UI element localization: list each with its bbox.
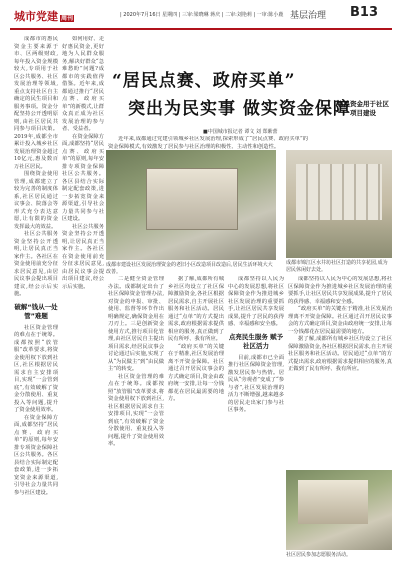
paragraph: 据了解,成都所有城乡社区均设立了社区保障激励资金,各社区根据居民需求,自主开展社区服务和社区活动。居民通过“点单”的方式提出需求,政府根据需求提供相应的服务,真正做到了民有所呼、我有所应。 xyxy=(288,336,392,372)
paragraph: “政府买单”的关键在于精准,社区发展治理离不开资金保障。社区通过召开居民议事会的方式确定项目,资金由政府统一安排,让每一分钱都花在居民最需要的地方。 xyxy=(288,306,392,335)
masthead xyxy=(0,0,400,30)
article-column-2 xyxy=(108,276,164,562)
byline: ■中国城市报记者 谭文 刘 郑紫蕾 xyxy=(203,129,278,135)
paragraph: 近年来,成都通过党建引领城乡社区发展治理,探索形成了“居民点赛、政府买单”的资金保障模式,有效激发了居民参与社区治理的积极性、主动性和创造性。 xyxy=(108,136,308,150)
paragraph: 社区公共服务资金坚持公开透明,让居民真正当家作主。各社区在资金使用前充分征求居民意见,由居民议事会提出项目建议,经公示后实施。 xyxy=(62,223,104,290)
article-column-1 xyxy=(14,36,58,562)
paragraph: 如何用好、走好惠民资金,更好地为人民群众服务,解决好群众“急难愁盼”问题?成都市的实践值得借鉴。近年来,成都通过推行“居民点赛、政府买单”的新模式,让群众真正成为社区发展治理的参与者、受益者。 xyxy=(62,36,104,132)
article-column-3 xyxy=(168,276,224,562)
newspaper-logo: 城市党建 周刊 xyxy=(14,10,74,23)
paragraph: 社区资金管理的难点在于统筹。成都按照“放管服”改革要求,将资金使用权下放到社区,社区根据居民需求自主安排项目,实现“一会管到底”,有效破解了资金分散使用、重复投入等问题,提升了资金使用效率。 xyxy=(108,373,164,447)
bottom-photo xyxy=(286,470,392,550)
headline-line-2: 突出为民实事 做实资金保障 xyxy=(128,99,351,119)
paragraph: 据了解,成都所有城乡社区均设立了社区保障激励资金,各社区根据居民需求,自主开展社区服务和社区活动。居民通过“点单”的方式提出需求,政府根据需求提供相应的服务,真正做到了民有所呼、我有所应。 xyxy=(168,276,224,342)
article-column-4 xyxy=(228,276,284,562)
paragraph: 目前,成都市已全面推行社区保障资金管理,激发居民参与热情。居民从“旁观者”变成了“参与者”,社区发展治理的活力不断增强,越来越多的居民走出家门参与社区事务。 xyxy=(228,354,284,413)
headline-line-1: “居民点赛、政府买单” xyxy=(112,71,296,91)
paragraph: 在资金保障方面,成都坚持“居民点赛、政府买单”的原则,每年安排专项资金保障社区公共服务。各区县结合实际制定配套政策,进一步拓宽资金来源渠道,引导社会力量共同参与社区建设。 xyxy=(14,414,58,496)
side-photo xyxy=(286,150,392,258)
paragraph: 围绕资金使用管理,成都建立了较为完善的制度体系,社区居民通过议事会、院落会等形式充分表达意愿,让有限的资金发挥最大的效益。 xyxy=(14,171,58,230)
bottom-photo-caption: 社区居民参加志愿服务活动。 xyxy=(286,552,352,558)
side-photo-caption: 成都市锦江区水井坊社区打造的共享花园,成为居民休闲好去处。 xyxy=(286,260,388,273)
article-column-1b xyxy=(62,36,104,562)
sidebar-title: 惠民资金用于社区项目建设 xyxy=(337,100,389,117)
paragraph: “政府买单”的关键在于精准,社区发展治理离不开资金保障。社区通过召开居民议事会的方式确定项目,资金由政府统一安排,让每一分钱都花在居民最需要的地方。 xyxy=(168,343,224,402)
paragraph: 在资金保障方面,成都坚持“居民点赛、政府买单”的原则,每年安排专项资金保障社区公共服务。各区县结合实际制定配套政策,进一步拓宽资金来源渠道,引导社会力量共同参与社区建设。 xyxy=(62,133,104,222)
masthead-divider xyxy=(10,28,392,30)
paragraph: 成都坚持以人民为中心的发展思想,将社区保障资金作为推进城乡社区发展治理的重要抓手,让社区居民共享发展成果,提升了居民的获得感、幸福感和安全感。 xyxy=(228,276,284,327)
paragraph: 社区公共服务资金坚持公开透明,让居民真正当家作主。各社区在资金使用前充分征求居民意见,由居民议事会提出项目建议,经公示后实施。 xyxy=(14,231,58,297)
section-title: 基层治理 xyxy=(290,11,327,21)
subheading-2: 点亮民生服务 赋予社区活力 xyxy=(228,332,284,350)
lead-text xyxy=(108,136,308,150)
paragraph: 二是健全资金管理办法。成都制定出台了社区保障资金管理办法,对资金的申报、审批、使用、监督等环节作出明确规定,确保资金用在刀刃上。三是创新资金使用方式,推行项目化管理,由社区居民自主提出项目需求,经居民议事会讨论通过后实施,实现了从“为民做主”到“由民做主”的转变。 xyxy=(108,276,164,372)
paragraph: 成都市的惠民资金主要来源于市、区两级财政,每年投入资金规模较大,专项用于社区公共服务、社区发展治理等领域,重点支持社区自主确定的民生项目和服务事项。资金分配坚持公开透明原则,由社区居民共同参与项目决策。2019年,成都全市累计投入城乡社区发展治理资金超过10亿元,惠及数百万社区居民。 xyxy=(14,36,58,170)
main-photo xyxy=(106,150,276,260)
paragraph: 社区资金管理的难点在于统筹。成都按照“放管服”改革要求,将资金使用权下放到社区,社区根据居民需求自主安排项目,实现“一会管到底”,有效破解了资金分散使用、重复投入等问题,提升了资金使用效率。 xyxy=(14,324,58,413)
main-photo-caption: 成都市建设社区发展治理资金的老旧小区改造项目改造后,居民生活环境大大改善。 xyxy=(106,262,273,275)
page-number: B13 xyxy=(350,5,378,20)
article-column-5 xyxy=(288,276,392,466)
subheading-1: 破解“钱从一处管”难题 xyxy=(14,302,58,320)
paragraph: 成都坚持以人民为中心的发展思想,将社区保障资金作为推进城乡社区发展治理的重要抓手,让社区居民共享发展成果,提升了居民的获得感、幸福感和安全感。 xyxy=(288,276,392,305)
issue-meta: | 2020年7月16日 星期四 | 三审:梁晓琳 蒋庆 | 二审:刘艳莉 | 一审:陈小鹿 xyxy=(120,12,284,18)
sidebar-box xyxy=(334,96,392,146)
